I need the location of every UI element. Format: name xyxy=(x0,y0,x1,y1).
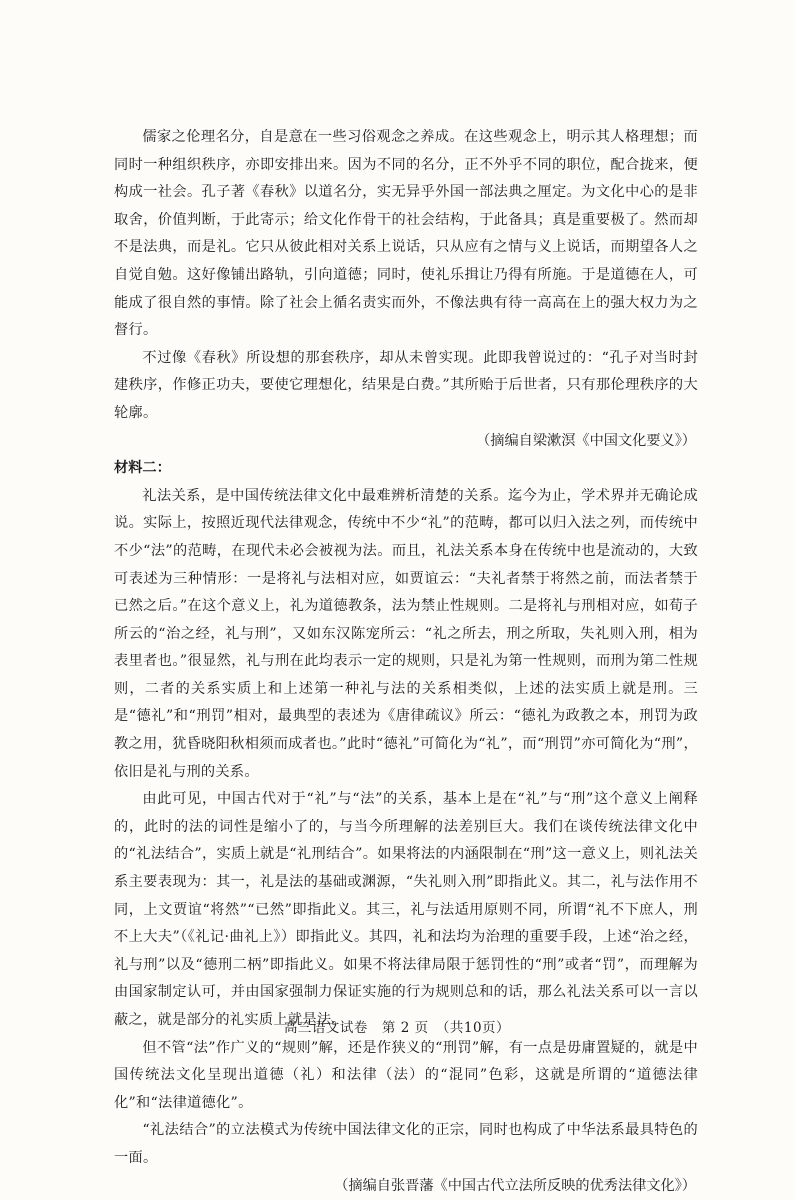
paragraph: 不过像《春秋》所设想的那套秩序，却从未曾实现。此即我曾说过的：“孔子对当时封建秩序，作修正功夫，要使它理想化，结果是白费。”其所贻于后世者，只有那伦理秩序的大轮廓。 xyxy=(114,349,698,421)
paragraph: 礼法关系，是中国传统法律文化中最难辨析清楚的关系。迄今为止，学术界并无确论成说。实际上，按照近现代法律观念，传统中不少“礼”的范畴，都可以归入法之列，而传统中不少“法”的范畴，在现代未必会被视为法。而且，礼法关系本身在传统中也是流动的，大致可表述为三种情形：一是将礼与法相对应，如贾谊云：“夫礼者禁于将然之前，而法者禁于已然之后。”在这个意义上，礼为道德教条，法为禁止性规则。二是将礼与刑相对应，如荀子所云的“治之经，礼与刑”，又如东汉陈宠所云：“礼之所去，刑之所取，失礼则入刑，相为表里者也。”很显然，礼与刑在此均表示一定的规则，只是礼为第一性规则，而刑为第二性规则，二者的关系实质上和上述第一种礼与法的关系相类似，上述的法实质上就是刑。三是“德礼”和“刑罚”相对，最典型的表述为《唐律疏议》所云：“德礼为政教之本，刑罚为政教之用，犹昏晓阳秋相须而成者也。”此时“德礼”可简化为“礼”，而“刑罚”亦可简化为“刑”，依旧是礼与刑的关系。 xyxy=(114,487,698,780)
source-citation: （摘编自梁漱溟《中国文化要义》） xyxy=(476,432,696,449)
paragraph: 儒家之伦理名分，自是意在一些习俗观念之养成。在这些观念上，明示其人格理想；而同时一种组织秩序，亦即安排出来。因为不同的名分，正不外乎不同的职位，配合拢来，便构成一社会。孔子著《春秋》以道名分，实无异乎外国一部法典之厘定。为文化中心的是非取舍，价值判断，于此寄示；给文化作骨干的社会结构，于此备具；真是重要极了。然而却不是法典，而是礼。它只从彼此相对关系上说话，只从应有之情与义上说话，而期望各人之自觉自勉。这好像铺出路轨，引向道德；同时，使礼乐揖让乃得有所施。于是道德在人，可能成了很自然的事情。除了社会上循名责实而外，不像法典有待一高高在上的强大权力为之督行。 xyxy=(114,129,698,339)
paragraph: 但不管“法”作广义的“规则”解，还是作狭义的“刑罚”解，有一点是毋庸置疑的，就是中国传统法文化呈现出道德（礼）和法律（法）的“混同”色彩，这就是所谓的“道德法律化”和“法律道德化”。 xyxy=(114,1039,698,1111)
page-footer: 高三语文试卷 第 2 页 （共10页） xyxy=(283,1020,511,1036)
paragraph: “礼法结合”的立法模式为传统中国法律文化的正宗，同时也构成了中华法系最具特色的一面。 xyxy=(114,1122,698,1166)
paragraph: 由此可见，中国古代对于“礼”与“法”的关系，基本上是在“礼”与“刑”这个意义上阐释的，此时的法的词性是缩小了的，与当今所理解的法差别巨大。我们在谈传统法律文化中的“礼法结合”，实质上就是“礼刑结合”。如果将法的内涵限制在“刑”这一意义上，则礼法关系主要表现为：其一，礼是法的基础或渊源，“失礼则入刑”即指此义。其二，礼与法作用不同，上文贾谊“将然”“已然”即指此义。其三，礼与法适用原则不同，所谓“礼不下庶人，刑不上大夫”（《礼记·曲礼上》）即指此义。其四，礼和法均为治理的重要手段，上述“治之经，礼与刑”以及“德刑二柄”即指此义。如果不将法律局限于惩罚性的“刑”或者“罚”，而理解为由国家制定认可，并由国家强制力保证实施的行为规则总和的话，那么礼法关系可以一言以蔽之，就是部分的礼实质上就是法。 xyxy=(114,791,698,1028)
source-citation: （摘编自张晋藩《中国古代立法所反映的优秀法律文化》） xyxy=(334,1177,696,1194)
section-heading: 材料二： xyxy=(114,460,171,477)
